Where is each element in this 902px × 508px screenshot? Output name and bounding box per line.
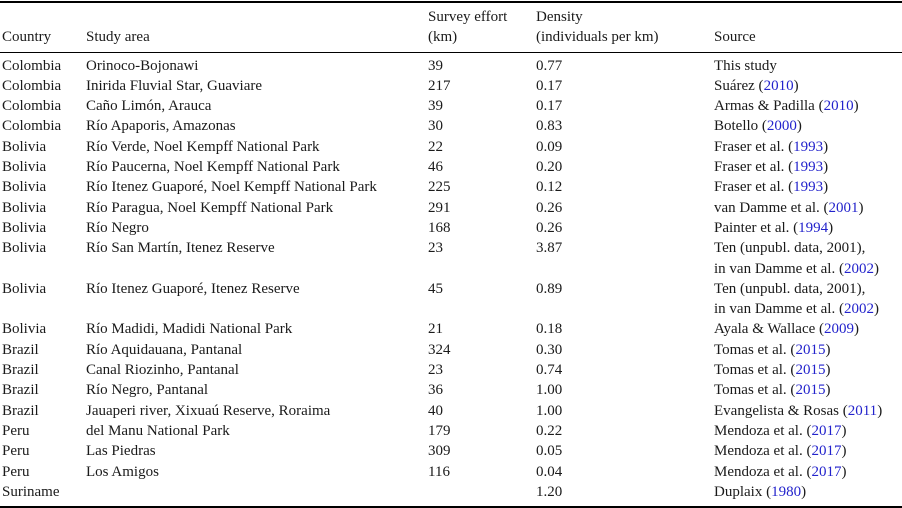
cell-country: Peru xyxy=(2,443,30,460)
cell-study-area: Río Paucerna, Noel Kempff National Park xyxy=(86,159,340,176)
cell-country: Bolivia xyxy=(2,321,47,338)
cell-survey-effort: 225 xyxy=(428,179,451,196)
cell-survey-effort: 324 xyxy=(428,341,451,358)
cell-survey-effort: 30 xyxy=(428,118,443,135)
cell-density: 0.26 xyxy=(536,199,563,216)
cell-survey-effort: 39 xyxy=(428,57,443,74)
cell-survey-effort: 45 xyxy=(428,280,443,297)
source-line xyxy=(714,116,902,136)
table-row xyxy=(0,137,902,157)
citation-year-link[interactable]: 2002 xyxy=(843,301,874,318)
cell-study-area: Río Itenez Guaporé, Itenez Reserve xyxy=(86,280,300,297)
source-text: Tomas et al. ( xyxy=(714,341,796,358)
table-row xyxy=(0,462,902,482)
source-text: in van Damme et al. ( xyxy=(714,260,844,277)
cell-study-area: Las Piedras xyxy=(86,443,156,460)
cell-source xyxy=(714,218,902,238)
col-header-study-area-label: Study area xyxy=(86,29,150,46)
cell-source xyxy=(714,279,902,320)
cell-density: 0.04 xyxy=(536,463,563,480)
source-line xyxy=(714,421,902,441)
cell-country: Bolivia xyxy=(2,219,47,236)
table-row xyxy=(0,319,902,339)
cell-source xyxy=(714,76,902,96)
source-text: ) xyxy=(825,382,831,399)
cell-source xyxy=(714,96,902,116)
source-text: Ayala & Wallace ( xyxy=(714,321,825,338)
col-header-survey-effort-line2: (km) xyxy=(428,29,458,46)
cell-source xyxy=(714,198,902,218)
table-row xyxy=(0,177,902,197)
cell-study-area: Río Itenez Guaporé, Noel Kempff National Park xyxy=(86,179,377,196)
cell-source xyxy=(714,137,902,157)
source-text: Botello ( xyxy=(714,118,767,135)
source-text: ) xyxy=(841,443,847,460)
cell-survey-effort: 168 xyxy=(428,219,451,236)
citation-year-link[interactable]: 2001 xyxy=(828,199,859,216)
cell-survey-effort: 46 xyxy=(428,159,443,176)
source-text: ) xyxy=(793,77,799,94)
citation-year-link[interactable]: 2017 xyxy=(811,463,842,480)
source-text: ) xyxy=(823,159,829,176)
cell-country: Colombia xyxy=(2,98,62,115)
source-line xyxy=(714,279,902,299)
source-text: Painter et al. ( xyxy=(714,219,799,236)
cell-survey-effort: 179 xyxy=(428,422,451,439)
cell-study-area: Río Madidi, Madidi National Park xyxy=(86,321,293,338)
col-header-country xyxy=(0,2,86,52)
source-text: Ten (unpubl. data, 2001), xyxy=(714,240,866,257)
cell-study-area xyxy=(86,482,428,507)
cell-density: 1.00 xyxy=(536,382,563,399)
cell-survey-effort: 36 xyxy=(428,382,443,399)
source-text: ) xyxy=(858,199,864,216)
cell-survey-effort xyxy=(428,482,536,507)
citation-year-link[interactable]: 2010 xyxy=(823,98,854,115)
cell-survey-effort: 309 xyxy=(428,443,451,460)
cell-density: 3.87 xyxy=(536,240,563,257)
source-line xyxy=(714,198,902,218)
cell-source xyxy=(714,462,902,482)
cell-density: 0.05 xyxy=(536,443,563,460)
citation-year-link[interactable]: 2015 xyxy=(795,341,826,358)
source-text: Mendoza et al. ( xyxy=(714,422,812,439)
source-line xyxy=(714,76,902,96)
cell-survey-effort: 291 xyxy=(428,199,451,216)
cell-source xyxy=(714,441,902,461)
cell-density: 0.77 xyxy=(536,57,563,74)
source-text: ) xyxy=(825,341,831,358)
source-text: ) xyxy=(841,422,847,439)
source-line xyxy=(714,137,902,157)
source-line xyxy=(714,380,902,400)
cell-source xyxy=(714,52,902,76)
citation-year-link[interactable]: 2010 xyxy=(763,77,794,94)
cell-study-area: Jauaperi river, Xixuaú Reserve, Roraima xyxy=(86,402,331,419)
cell-study-area: Río Paragua, Noel Kempff National Park xyxy=(86,199,334,216)
cell-study-area: Canal Riozinho, Pantanal xyxy=(86,362,239,379)
cell-source xyxy=(714,482,902,507)
cell-survey-effort: 21 xyxy=(428,321,443,338)
source-text: Fraser et al. ( xyxy=(714,179,794,196)
cell-survey-effort: 23 xyxy=(428,362,443,379)
cell-survey-effort: 217 xyxy=(428,77,451,94)
source-text: Evangelista & Rosas ( xyxy=(714,402,848,419)
cell-study-area: Río Verde, Noel Kempff National Park xyxy=(86,138,320,155)
col-header-source xyxy=(714,2,902,52)
source-text: in van Damme et al. ( xyxy=(714,301,844,318)
source-text: Mendoza et al. ( xyxy=(714,463,812,480)
table-row xyxy=(0,482,902,507)
cell-country: Bolivia xyxy=(2,179,47,196)
citation-year-link[interactable]: 2017 xyxy=(811,443,842,460)
source-text: Mendoza et al. ( xyxy=(714,443,812,460)
cell-country: Suriname xyxy=(2,483,60,500)
source-text: ) xyxy=(801,483,807,500)
cell-source xyxy=(714,319,902,339)
table-header xyxy=(0,2,902,52)
table-row xyxy=(0,218,902,238)
table-row xyxy=(0,157,902,177)
citation-year-link[interactable]: 2017 xyxy=(811,422,842,439)
citation-year-link[interactable]: 1994 xyxy=(798,219,829,236)
cell-study-area: Río San Martín, Itenez Reserve xyxy=(86,240,275,257)
cell-study-area: Río Negro xyxy=(86,219,149,236)
cell-density: 0.89 xyxy=(536,280,563,297)
citation-year-link[interactable]: 1993 xyxy=(793,138,824,155)
cell-source xyxy=(714,380,902,400)
source-text: Suárez ( xyxy=(714,77,764,94)
source-text: ) xyxy=(853,98,859,115)
cell-country: Bolivia xyxy=(2,199,47,216)
table-row xyxy=(0,96,902,116)
cell-study-area: Río Apaporis, Amazonas xyxy=(86,118,236,135)
cell-study-area: Río Aquidauana, Pantanal xyxy=(86,341,243,358)
source-text: ) xyxy=(873,301,879,318)
source-text: Ten (unpubl. data, 2001), xyxy=(714,280,866,297)
cell-country: Bolivia xyxy=(2,138,47,155)
cell-country: Bolivia xyxy=(2,280,47,297)
cell-survey-effort: 23 xyxy=(428,240,443,257)
cell-study-area: Río Negro, Pantanal xyxy=(86,382,209,399)
cell-study-area: Caño Limón, Arauca xyxy=(86,98,212,115)
source-line xyxy=(714,462,902,482)
source-line xyxy=(714,157,902,177)
source-text: This study xyxy=(714,57,777,74)
table-row xyxy=(0,198,902,218)
source-line xyxy=(714,360,902,380)
cell-survey-effort: 39 xyxy=(428,98,443,115)
cell-density: 0.09 xyxy=(536,138,563,155)
cell-survey-effort: 40 xyxy=(428,402,443,419)
cell-study-area: del Manu National Park xyxy=(86,422,230,439)
source-text: ) xyxy=(825,362,831,379)
cell-density: 0.74 xyxy=(536,362,563,379)
table-row xyxy=(0,380,902,400)
col-header-country-label: Country xyxy=(2,29,52,46)
citation-year-link[interactable]: 2009 xyxy=(824,321,855,338)
source-line xyxy=(714,482,902,502)
cell-density: 0.20 xyxy=(536,159,563,176)
source-text: ) xyxy=(823,138,829,155)
cell-density: 0.18 xyxy=(536,321,563,338)
cell-country: Colombia xyxy=(2,57,62,74)
source-text: Fraser et al. ( xyxy=(714,159,794,176)
source-line xyxy=(714,238,902,258)
table-row xyxy=(0,52,902,76)
cell-source xyxy=(714,238,902,279)
table-row xyxy=(0,238,902,279)
citation-year-link[interactable]: 2015 xyxy=(795,362,826,379)
source-text: Fraser et al. ( xyxy=(714,138,794,155)
cell-country: Peru xyxy=(2,463,30,480)
source-line xyxy=(714,401,902,421)
cell-source xyxy=(714,401,902,421)
cell-study-area: Inirida Fluvial Star, Guaviare xyxy=(86,77,263,94)
cell-country: Colombia xyxy=(2,118,62,135)
cell-source xyxy=(714,421,902,441)
cell-survey-effort: 22 xyxy=(428,138,443,155)
source-line xyxy=(714,340,902,360)
col-header-density-line2: (individuals per km) xyxy=(536,29,659,46)
table-row xyxy=(0,340,902,360)
citation-year-link[interactable]: 1980 xyxy=(771,483,802,500)
citation-year-link[interactable]: 1993 xyxy=(793,159,824,176)
cell-density: 0.17 xyxy=(536,98,563,115)
col-header-study-area xyxy=(86,2,428,52)
source-text: Tomas et al. ( xyxy=(714,382,796,399)
col-header-density-line1: Density xyxy=(536,9,583,25)
header-row xyxy=(0,2,902,52)
cell-country: Colombia xyxy=(2,77,62,94)
cell-survey-effort: 116 xyxy=(428,463,450,480)
source-text: ) xyxy=(841,463,847,480)
table-row xyxy=(0,360,902,380)
source-line xyxy=(714,96,902,116)
source-text: Tomas et al. ( xyxy=(714,362,796,379)
cell-country: Brazil xyxy=(2,402,39,419)
source-text: Armas & Padilla ( xyxy=(714,98,824,115)
cell-density: 0.26 xyxy=(536,219,563,236)
cell-density: 1.20 xyxy=(536,483,563,500)
source-text: ) xyxy=(828,219,834,236)
cell-country: Peru xyxy=(2,422,30,439)
source-text: ) xyxy=(877,402,883,419)
table-row xyxy=(0,279,902,320)
cell-country: Brazil xyxy=(2,382,39,399)
source-line xyxy=(714,177,902,197)
source-text: ) xyxy=(796,118,802,135)
table-row xyxy=(0,421,902,441)
source-text: ) xyxy=(823,179,829,196)
col-header-density xyxy=(536,2,714,52)
cell-country: Brazil xyxy=(2,362,39,379)
table-row xyxy=(0,441,902,461)
table-body xyxy=(0,52,902,507)
cell-source xyxy=(714,157,902,177)
source-line xyxy=(714,56,902,76)
source-text: ) xyxy=(873,260,879,277)
col-header-survey-effort-line1: Survey effort xyxy=(428,9,508,25)
cell-density: 1.00 xyxy=(536,402,563,419)
table-row xyxy=(0,116,902,136)
source-text: Duplaix ( xyxy=(714,483,772,500)
source-text: ) xyxy=(854,321,860,338)
cell-density: 0.30 xyxy=(536,341,563,358)
table-row xyxy=(0,401,902,421)
source-line xyxy=(714,441,902,461)
cell-density: 0.22 xyxy=(536,422,563,439)
citation-year-link[interactable]: 2000 xyxy=(766,118,797,135)
cell-study-area: Orinoco-Bojonawi xyxy=(86,57,199,74)
source-line xyxy=(714,259,902,279)
source-line xyxy=(714,319,902,339)
cell-country: Bolivia xyxy=(2,240,47,257)
cell-source xyxy=(714,177,902,197)
cell-density: 0.12 xyxy=(536,179,563,196)
cell-source xyxy=(714,340,902,360)
cell-country: Brazil xyxy=(2,341,39,358)
cell-study-area: Los Amigos xyxy=(86,463,159,480)
citation-year-link[interactable]: 2011 xyxy=(847,402,878,419)
table-row xyxy=(0,76,902,96)
col-header-survey-effort xyxy=(428,2,536,52)
citation-year-link[interactable]: 2015 xyxy=(795,382,826,399)
source-text: van Damme et al. ( xyxy=(714,199,829,216)
cell-source xyxy=(714,116,902,136)
survey-density-table xyxy=(0,1,902,508)
citation-year-link[interactable]: 2002 xyxy=(843,260,874,277)
cell-country: Bolivia xyxy=(2,159,47,176)
source-line xyxy=(714,299,902,319)
cell-density: 0.17 xyxy=(536,77,563,94)
cell-density: 0.83 xyxy=(536,118,563,135)
col-header-source-label: Source xyxy=(714,29,756,46)
cell-source xyxy=(714,360,902,380)
citation-year-link[interactable]: 1993 xyxy=(793,179,824,196)
source-line xyxy=(714,218,902,238)
